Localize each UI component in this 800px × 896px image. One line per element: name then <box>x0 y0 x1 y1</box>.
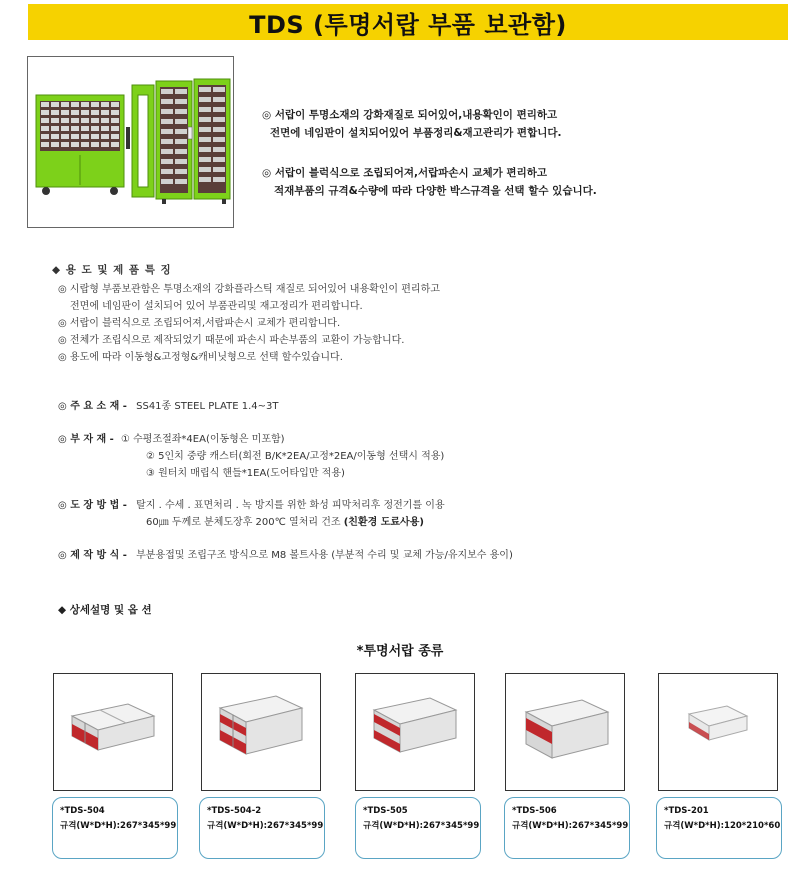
product-image-tds-504 <box>53 673 173 791</box>
intro-line: 전면에 네임판이 설치되어있어 부품정리&재고관리가 편합니다. <box>270 127 562 139</box>
paint-row <box>58 497 445 531</box>
product-model: *TDS-201 <box>664 806 709 816</box>
material-value: SS41종 STEEL PLATE 1.4~3T <box>136 401 279 412</box>
feature-line: ◎ 전체가 조립식으로 제작되었기 때문에 파손시 파손부품의 교환이 가능합니다. <box>58 335 405 346</box>
drawer-types-title: *투명서랍 종류 <box>356 644 444 659</box>
intro-line: ◎ 서랍이 블럭식으로 조립되어져,서랍파손시 교체가 편리하고 <box>262 167 548 179</box>
product-card-tds-506 <box>504 797 630 859</box>
intro-line: ◎ 서랍이 투명소재의 강화재질로 되어있어,내용확인이 편리하고 <box>262 109 558 121</box>
detail-heading: ◆ 상세설명 및 옵 션 <box>58 604 152 616</box>
make-label: ◎ 제 작 방 식 - <box>58 550 127 561</box>
intro-line: 적재부품의 규격&수량에 따라 다양한 박스규격을 선택 할수 있습니다. <box>274 185 597 197</box>
feature-line: ◎ 시랍형 부품보관함은 투명소재의 강화플라스틱 재질로 되어있어 내용확인이 편리하고 <box>58 284 440 295</box>
paint-eco-note: (친환경 도료사용) <box>343 517 424 528</box>
product-card-tds-504-2 <box>199 797 325 859</box>
product-card-tds-201 <box>656 797 782 859</box>
product-model: *TDS-505 <box>363 806 408 816</box>
product-image-tds-201 <box>658 673 778 791</box>
parts-item: ② 5인치 중량 캐스터(회전 B/K*2EA/고정*2EA/이동형 선택시 적용) <box>146 451 445 462</box>
product-size: 규격(W*D*H):267*345*99 <box>512 821 629 831</box>
material-row <box>58 398 278 415</box>
product-image-tds-506 <box>505 673 625 791</box>
feature-line: 전면에 네임판이 설치되어 있어 부품관리및 재고정리가 편리합니다. <box>70 301 363 312</box>
drawer-icon <box>506 674 623 789</box>
title-banner <box>28 4 788 40</box>
drawer-icon <box>659 674 776 789</box>
drawer-icon <box>54 674 171 789</box>
product-card-tds-505 <box>355 797 481 859</box>
product-size: 규격(W*D*H):267*345*99 <box>60 821 177 831</box>
feature-line: ◎ 용도에 따라 이동형&고정형&캐비닛형으로 선택 할수있습니다. <box>58 352 343 363</box>
paint-line: 60㎛ 두께로 분체도장후 200℃ 열처리 건조 <box>146 517 341 528</box>
product-size: 규격(W*D*H):267*345*99 <box>363 821 480 831</box>
feature-line: ◎ 서랍이 블럭식으로 조립되어져,서랍파손시 교체가 편리합니다. <box>58 318 341 329</box>
features-heading: ◆ 용 도 및 제 품 특 징 <box>52 264 172 276</box>
drawer-icon <box>202 674 319 789</box>
product-image-tds-505 <box>355 673 475 791</box>
parts-item: ③ 원터치 매립식 핸들*1EA(도어타입만 적용) <box>146 468 345 479</box>
parts-item: ① 수평조절좌*4EA(이동형은 미포함) <box>120 434 285 445</box>
parts-row <box>58 431 444 482</box>
cabinet-photo <box>27 56 234 228</box>
product-size: 규격(W*D*H):120*210*60 <box>664 821 781 831</box>
product-model: *TDS-506 <box>512 806 557 816</box>
make-value: 부분용접및 조립구조 방식으로 M8 볼트사용 (부분적 수리 및 교체 가능/유지보수 용이) <box>136 550 513 561</box>
product-size: 규격(W*D*H):267*345*99 <box>207 821 324 831</box>
page-title: TDS (투명서랍 부품 보관함) <box>249 10 567 39</box>
product-model: *TDS-504-2 <box>207 806 262 816</box>
door-cabinet <box>132 79 230 204</box>
make-row <box>58 547 513 564</box>
product-card-tds-504 <box>52 797 178 859</box>
drawer-icon <box>356 674 473 789</box>
paint-line: 탈지 . 수세 . 표면처리 . 녹 방지를 위한 화성 피막처리후 정전기를 이용 <box>136 500 445 511</box>
material-label: ◎ 주 요 소 재 - <box>58 401 127 412</box>
product-image-tds-504-2 <box>201 673 321 791</box>
cabinet-illustration <box>28 57 234 228</box>
features-section <box>52 262 440 366</box>
paint-label: ◎ 도 장 방 법 - <box>58 500 127 511</box>
product-model: *TDS-504 <box>60 806 105 816</box>
mobile-cabinet <box>36 95 130 195</box>
parts-label: ◎ 부 자 재 - <box>58 434 114 445</box>
intro-text <box>262 106 597 200</box>
